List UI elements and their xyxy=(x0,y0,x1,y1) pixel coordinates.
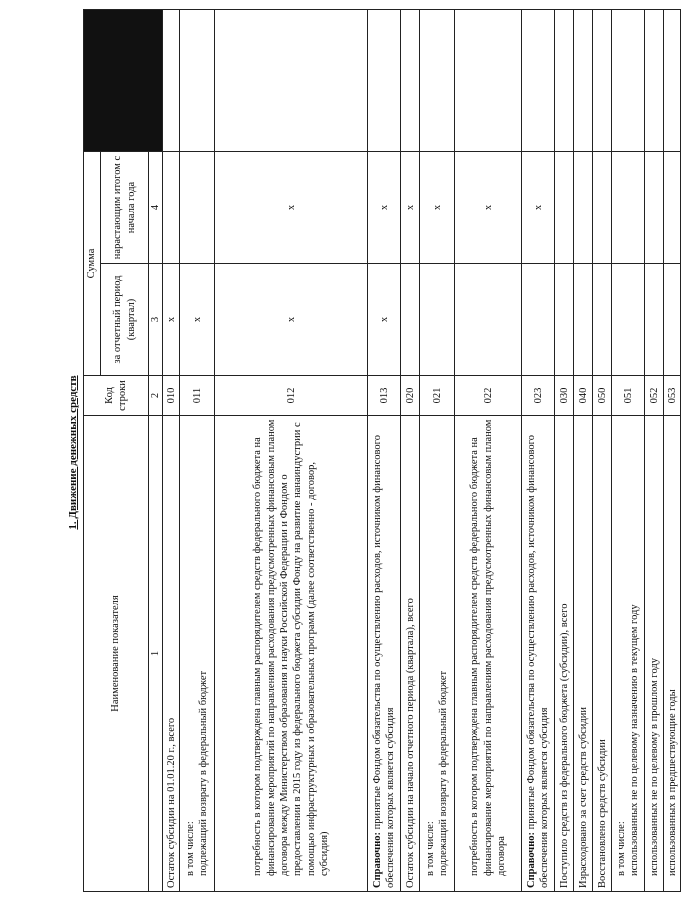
row-name-text: подлежащий возврату в федеральный бюджет xyxy=(198,670,210,876)
table-row xyxy=(401,9,420,891)
row-code: 011 xyxy=(180,376,215,416)
row-name: использованных в предшествующие годы xyxy=(664,416,681,892)
table-row xyxy=(664,9,681,891)
row-name: потребность в котором подтверждена главным распорядителем средств федерального бюджета на финансирование мероприятий по направлениям расходования предусмотренных финансовым планом договора xyxy=(455,416,522,892)
row-code: 010 xyxy=(163,376,180,416)
row-code: 053 xyxy=(664,376,681,416)
row-cumulative-value: x xyxy=(215,151,368,263)
row-period-value xyxy=(574,264,593,376)
row-cumulative-value xyxy=(163,151,180,263)
row-extra-cell xyxy=(163,9,180,151)
row-name xyxy=(180,416,215,892)
row-name-text: подлежащий возврату в федеральный бюджет xyxy=(438,670,450,876)
table-row xyxy=(215,9,368,891)
row-name-prefix: в том числе: xyxy=(425,821,436,876)
row-cumulative-value: x xyxy=(522,151,555,263)
row-period-value: x xyxy=(180,264,215,376)
row-period-value xyxy=(401,264,420,376)
row-name xyxy=(420,416,455,892)
row-code: 040 xyxy=(574,376,593,416)
row-period-value: x xyxy=(368,264,401,376)
row-code: 020 xyxy=(401,376,420,416)
row-code: 030 xyxy=(555,376,574,416)
header-filled-cell xyxy=(84,9,163,151)
table-row xyxy=(555,9,574,891)
row-extra-cell xyxy=(215,9,368,151)
row-cumulative-value: x xyxy=(455,151,522,263)
row-name xyxy=(612,416,645,892)
row-name: Остаток субсидии на 01.01.20 г., всего xyxy=(163,416,180,892)
row-cumulative-value xyxy=(664,151,681,263)
row-cumulative-value xyxy=(612,151,645,263)
index-cell: 1 xyxy=(149,416,163,892)
table-row xyxy=(612,9,645,891)
row-extra-cell xyxy=(645,9,664,151)
row-code: 021 xyxy=(420,376,455,416)
row-period-value xyxy=(645,264,664,376)
table-row xyxy=(593,9,612,891)
row-period-value xyxy=(555,264,574,376)
row-cumulative-value xyxy=(593,151,612,263)
row-name-bold: Справочно: xyxy=(526,831,537,888)
row-name-text: принятые Фондом обязательства по осуществлению расходов, источником финансового обеспечения которых является субсидия xyxy=(526,435,551,888)
row-code: 051 xyxy=(612,376,645,416)
header-name: Наименование показателя xyxy=(84,416,149,892)
row-code: 013 xyxy=(368,376,401,416)
table-row xyxy=(163,9,180,891)
row-period-value: x xyxy=(163,264,180,376)
row-name xyxy=(522,416,555,892)
header-sum: Сумма xyxy=(84,151,101,375)
row-name-prefix: в том числе: xyxy=(185,821,196,876)
section-title: 1. Движение денежных средств xyxy=(67,375,79,530)
row-period-value xyxy=(420,264,455,376)
row-name: Израсходовано за счет средств субсидии xyxy=(574,416,593,892)
row-extra-cell xyxy=(593,9,612,151)
row-period-value xyxy=(593,264,612,376)
row-period-value xyxy=(455,264,522,376)
row-period-value xyxy=(522,264,555,376)
row-code: 023 xyxy=(522,376,555,416)
row-extra-cell xyxy=(180,9,215,151)
table-row xyxy=(574,9,593,891)
table-row xyxy=(180,9,215,891)
row-cumulative-value xyxy=(574,151,593,263)
row-period-value xyxy=(612,264,645,376)
table-row xyxy=(420,9,455,891)
row-name-prefix: в том числе: xyxy=(616,821,627,876)
row-extra-cell xyxy=(368,9,401,151)
row-name-text: принятые Фондом обязательства по осуществлению расходов, источником финансового обеспечения которых является субсидия xyxy=(372,435,397,888)
row-name xyxy=(368,416,401,892)
row-name-text: использованных не по целевому назначению в текущем году xyxy=(629,604,641,876)
row-code: 022 xyxy=(455,376,522,416)
row-cumulative-value xyxy=(555,151,574,263)
row-extra-cell xyxy=(420,9,455,151)
row-name: Поступило средств из федерального бюджета (субсидии), всего xyxy=(555,416,574,892)
row-code: 050 xyxy=(593,376,612,416)
row-cumulative-value xyxy=(180,151,215,263)
row-name: использованных не по целевому в прошлом году xyxy=(645,416,664,892)
row-cumulative-value xyxy=(645,151,664,263)
table-row xyxy=(645,9,664,891)
table-row xyxy=(522,9,555,891)
index-cell: 4 xyxy=(149,151,163,263)
index-cell: 2 xyxy=(149,376,163,416)
row-extra-cell xyxy=(574,9,593,151)
row-name: Остаток субсидии на начало отчетного периода (квартала), всего xyxy=(401,416,420,892)
row-extra-cell xyxy=(455,9,522,151)
row-name-bold: Справочно: xyxy=(372,831,383,888)
row-code: 052 xyxy=(645,376,664,416)
row-cumulative-value: x xyxy=(401,151,420,263)
cash-flow-table xyxy=(83,9,681,892)
row-extra-cell xyxy=(612,9,645,151)
row-period-value: x xyxy=(215,264,368,376)
table-row xyxy=(455,9,522,891)
row-extra-cell xyxy=(401,9,420,151)
header-code: Код строки xyxy=(84,376,149,416)
row-code: 012 xyxy=(215,376,368,416)
row-cumulative-value: x xyxy=(420,151,455,263)
header-period: за отчетный период (квартал) xyxy=(101,264,149,376)
row-cumulative-value: x xyxy=(368,151,401,263)
table-header-row xyxy=(84,9,101,891)
row-extra-cell xyxy=(555,9,574,151)
row-extra-cell xyxy=(522,9,555,151)
index-cell: 3 xyxy=(149,264,163,376)
header-cumulative: нарастающим итогом с начала года xyxy=(101,151,149,263)
row-extra-cell xyxy=(664,9,681,151)
row-name: Восстановлено средств субсидии xyxy=(593,416,612,892)
row-name: потребность в котором подтверждена главным распорядителем средств федерального бюджета на финансирование мероприятий по направлениям расходования предусмотренных финансовым планом договора между Министерством образования и науки Российской Федерации и Фондом о предоставлении в 2015 году из федерального бюджета субсидии Фонду на развитие нанаиндустрии с помощью инфраструктурных и образовательных программ (далее соответственно - договор, субсидия) xyxy=(215,416,368,892)
table-row xyxy=(368,9,401,891)
row-period-value xyxy=(664,264,681,376)
